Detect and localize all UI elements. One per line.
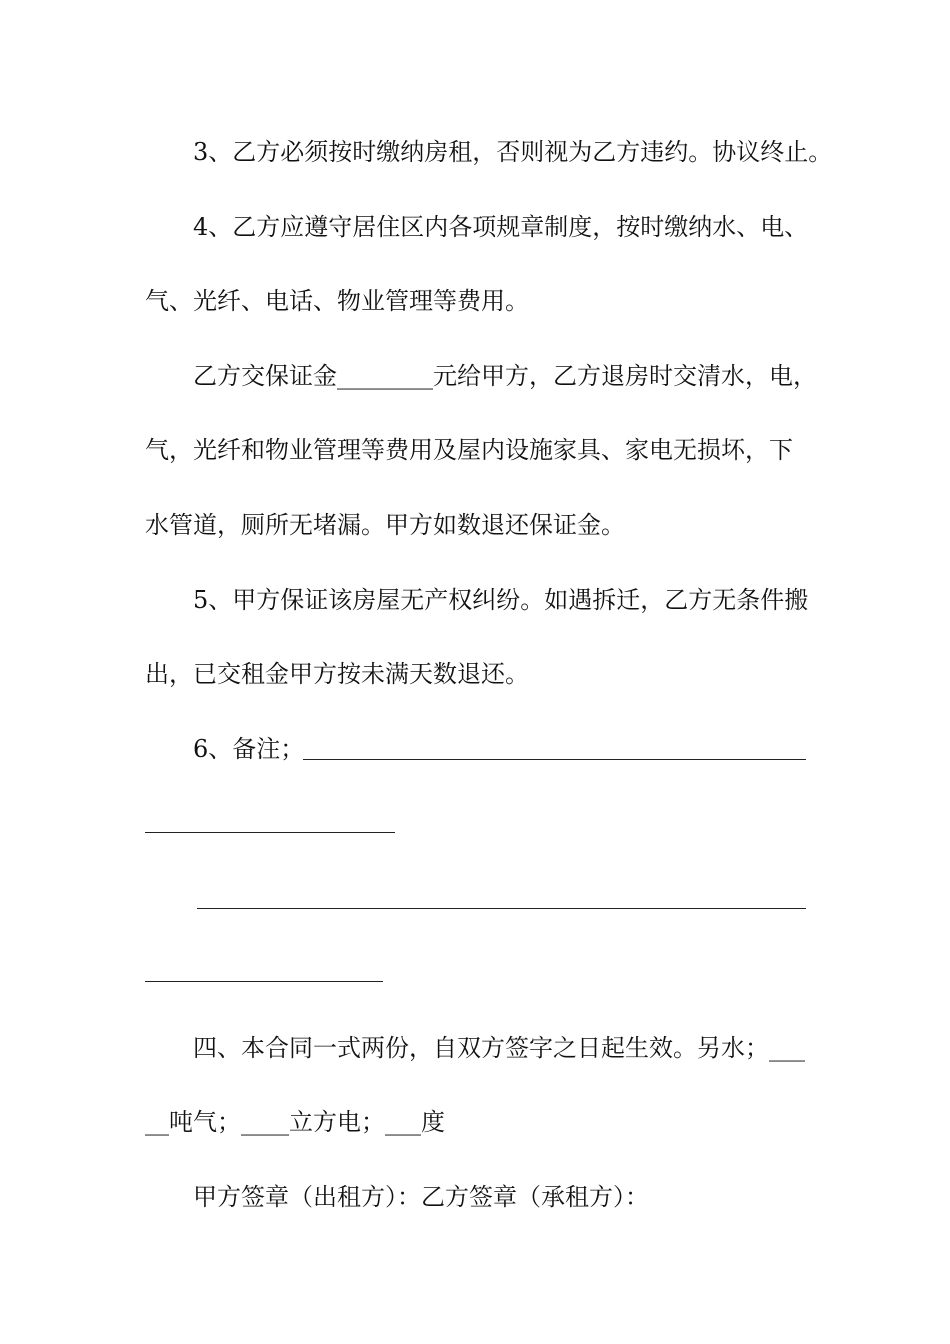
- clause-4-line-1: 4、乙方应遵守居住区内各项规章制度，按时缴纳水、电、: [193, 213, 809, 241]
- remarks-blank-line-1: [303, 759, 806, 760]
- section-4-line-2: __吨气；____立方电；___度: [145, 1108, 445, 1136]
- signature-line: 甲方签章（出租方）：乙方签章（承租方）：: [193, 1183, 649, 1211]
- clause-5-line-2: 出，已交租金甲方按未满天数退还。: [145, 660, 529, 688]
- section-4-line-1: 四、本合同一式两份，自双方签字之日起生效。另水；___: [193, 1034, 805, 1062]
- deposit-line-2: 气，光纤和物业管理等费用及屋内设施家具、家电无损坏，下: [145, 436, 793, 464]
- clause-4-line-2: 气、光纤、电话、物业管理等费用。: [145, 287, 529, 315]
- clause-5-line-1: 5、甲方保证该房屋无产权纠纷。如遇拆迁，乙方无条件搬: [193, 586, 809, 614]
- deposit-line-1: 乙方交保证金________元给甲方，乙方退房时交清水，电，: [193, 362, 817, 390]
- clause-6-remarks-label: 6、备注；: [193, 735, 305, 763]
- clause-3-line-1: 3、乙方必须按时缴纳房租，否则视为乙方违约。协议终止。: [193, 138, 833, 166]
- remarks-blank-line-4: [145, 981, 383, 982]
- remarks-blank-line-3: [197, 908, 806, 909]
- deposit-line-3: 水管道，厕所无堵漏。甲方如数退还保证金。: [145, 511, 625, 539]
- remarks-blank-line-2: [145, 832, 395, 833]
